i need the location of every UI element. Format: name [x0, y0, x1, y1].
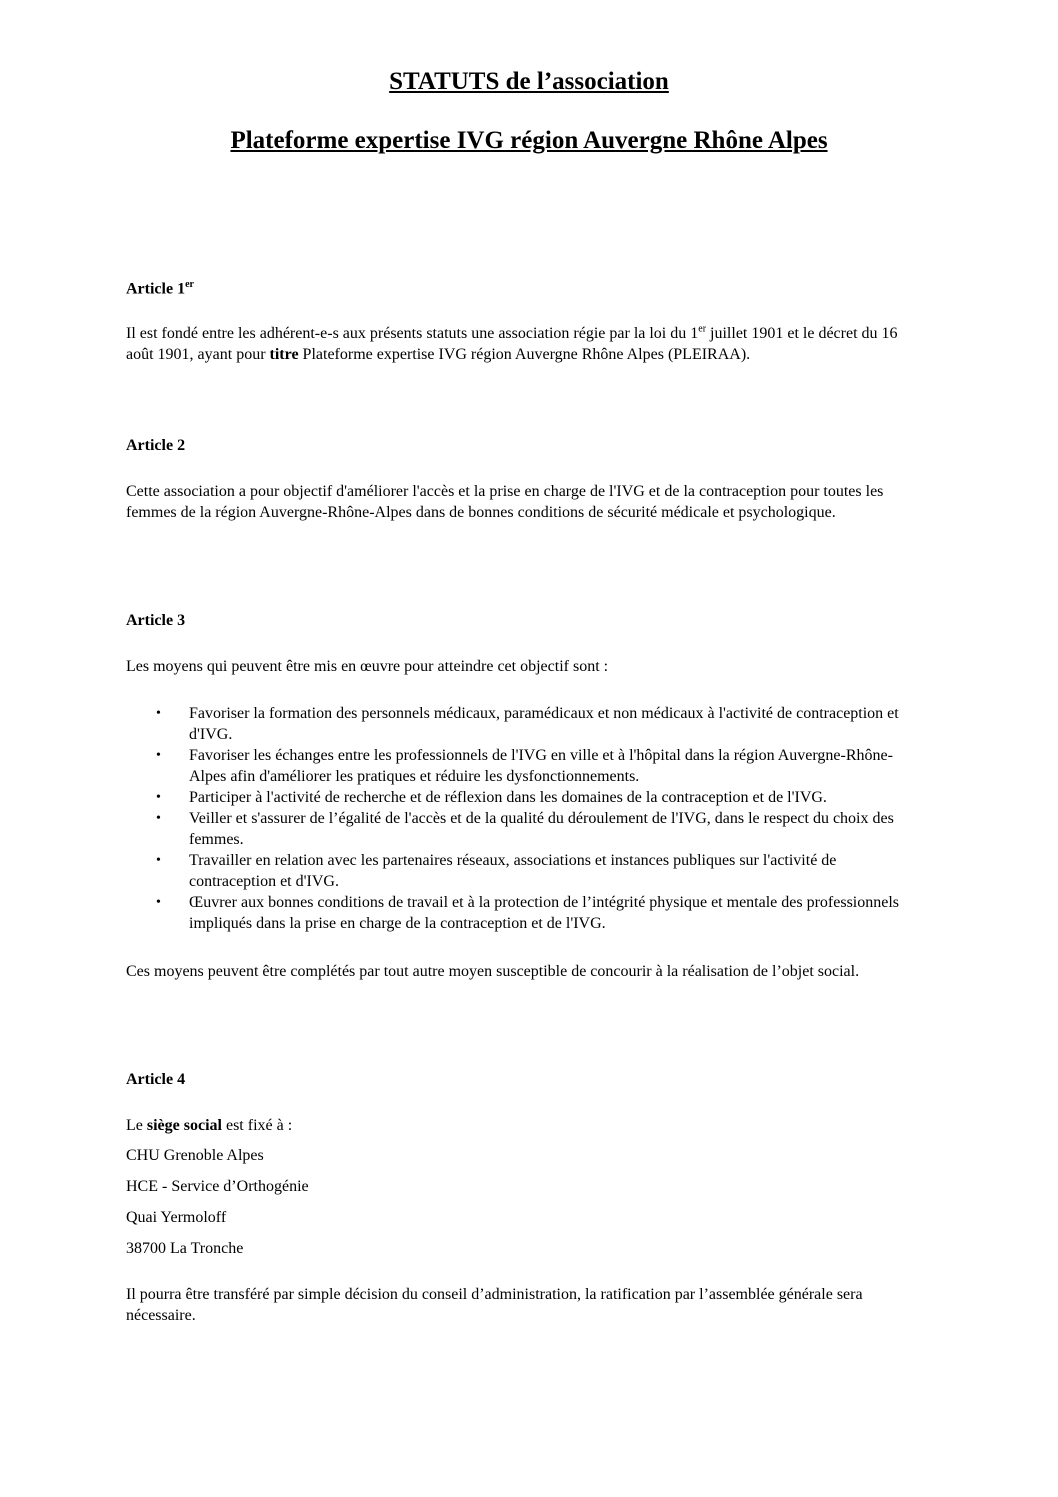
article-1-text-part2: juillet 1901 et le décret du 16 août 1901, ayant pour — [126, 325, 898, 363]
list-item — [126, 703, 926, 745]
list-item — [126, 787, 926, 808]
bullet-icon: • — [156, 811, 161, 826]
article-4-heading: Article 4 — [126, 1071, 186, 1088]
article-3-list — [126, 703, 926, 934]
article-4-transfer: Il pourra être transféré par simple décision du conseil d’administration, la ratification par l’assemblée générale sera nécessaire. — [126, 1286, 863, 1324]
article-1-text — [126, 323, 926, 365]
article-2-text: Cette association a pour objectif d'améliorer l'accès et la prise en charge de l'IVG et de la contraception pour toutes les femmes de la région Auvergne-Rhône-Alpes dans de bonnes conditions de sécurité médicale et psychologique. — [126, 483, 884, 521]
bullet-icon: • — [156, 895, 161, 910]
article-1-text-part1: Il est fondé entre les adhérent-e-s aux présents statuts une association régie par la loi du 1 — [126, 325, 699, 342]
list-item-text: Veiller et s'assurer de l’égalité de l'accès et de la qualité du déroulement de l'IVG, dans le respect du choix des femmes. — [189, 810, 894, 848]
article-1-text-part3: Plateforme expertise IVG région Auvergne Rhône Alpes (PLEIRAA). — [298, 346, 751, 363]
list-item-text: Favoriser la formation des personnels médicaux, paramédicaux et non médicaux à l'activité de contraception et d'IVG. — [189, 705, 899, 743]
list-item — [126, 745, 926, 787]
list-item-text: Œuvrer aux bonnes conditions de travail et à la protection de l’intégrité physique et mentale des professionnels impliqués dans la prise en charge de la contraception et de l'IVG. — [189, 894, 900, 932]
bullet-icon: • — [156, 853, 161, 868]
list-item — [126, 892, 926, 934]
article-1-heading-text: Article 1 — [126, 280, 186, 298]
bullet-icon: • — [156, 706, 161, 721]
bullet-icon: • — [156, 748, 161, 763]
article-2-heading: Article 2 — [126, 437, 186, 454]
article-1-text-sup: er — [698, 323, 707, 335]
bullet-icon: • — [156, 790, 161, 805]
article-1-heading-sup: er — [185, 279, 194, 290]
list-item-text: Travailler en relation avec les partenaires réseaux, associations et instances publiques sur l'activité de contraception et d'IVG. — [189, 852, 837, 890]
article-3-conclusion: Ces moyens peuvent être complétés par tout autre moyen susceptible de concourir à la réalisation de l’objet social. — [126, 963, 860, 980]
article-3-heading: Article 3 — [126, 612, 186, 629]
article-4-intro-part2: est fixé à : — [221, 1117, 293, 1134]
article-1-text-bold: titre — [269, 346, 299, 363]
document-title: STATUTS de l’association — [389, 68, 669, 95]
address-line: HCE - Service d’Orthogénie — [126, 1178, 309, 1195]
address-line: Quai Yermoloff — [126, 1209, 227, 1226]
address-line: CHU Grenoble Alpes — [126, 1147, 264, 1164]
list-item — [126, 808, 926, 850]
address-line: 38700 La Tronche — [126, 1240, 244, 1257]
list-item-text: Participer à l'activité de recherche et de réflexion dans les domaines de la contraception et de l'IVG. — [189, 789, 827, 806]
article-4-intro — [126, 1115, 926, 1136]
article-4-intro-bold: siège social — [146, 1117, 222, 1134]
document-subtitle: Plateforme expertise IVG région Auvergne Rhône Alpes — [230, 127, 828, 154]
article-1-heading — [126, 279, 926, 298]
list-item-text: Favoriser les échanges entre les professionnels de l'IVG en ville et à l'hôpital dans la région Auvergne-Rhône-Alpes afin d'améliorer les pratiques et réduire les dysfonctionnements. — [189, 747, 893, 785]
article-4-intro-part1: Le — [126, 1117, 147, 1134]
list-item — [126, 850, 926, 892]
article-3-intro: Les moyens qui peuvent être mis en œuvre pour atteindre cet objectif sont : — [126, 658, 609, 675]
